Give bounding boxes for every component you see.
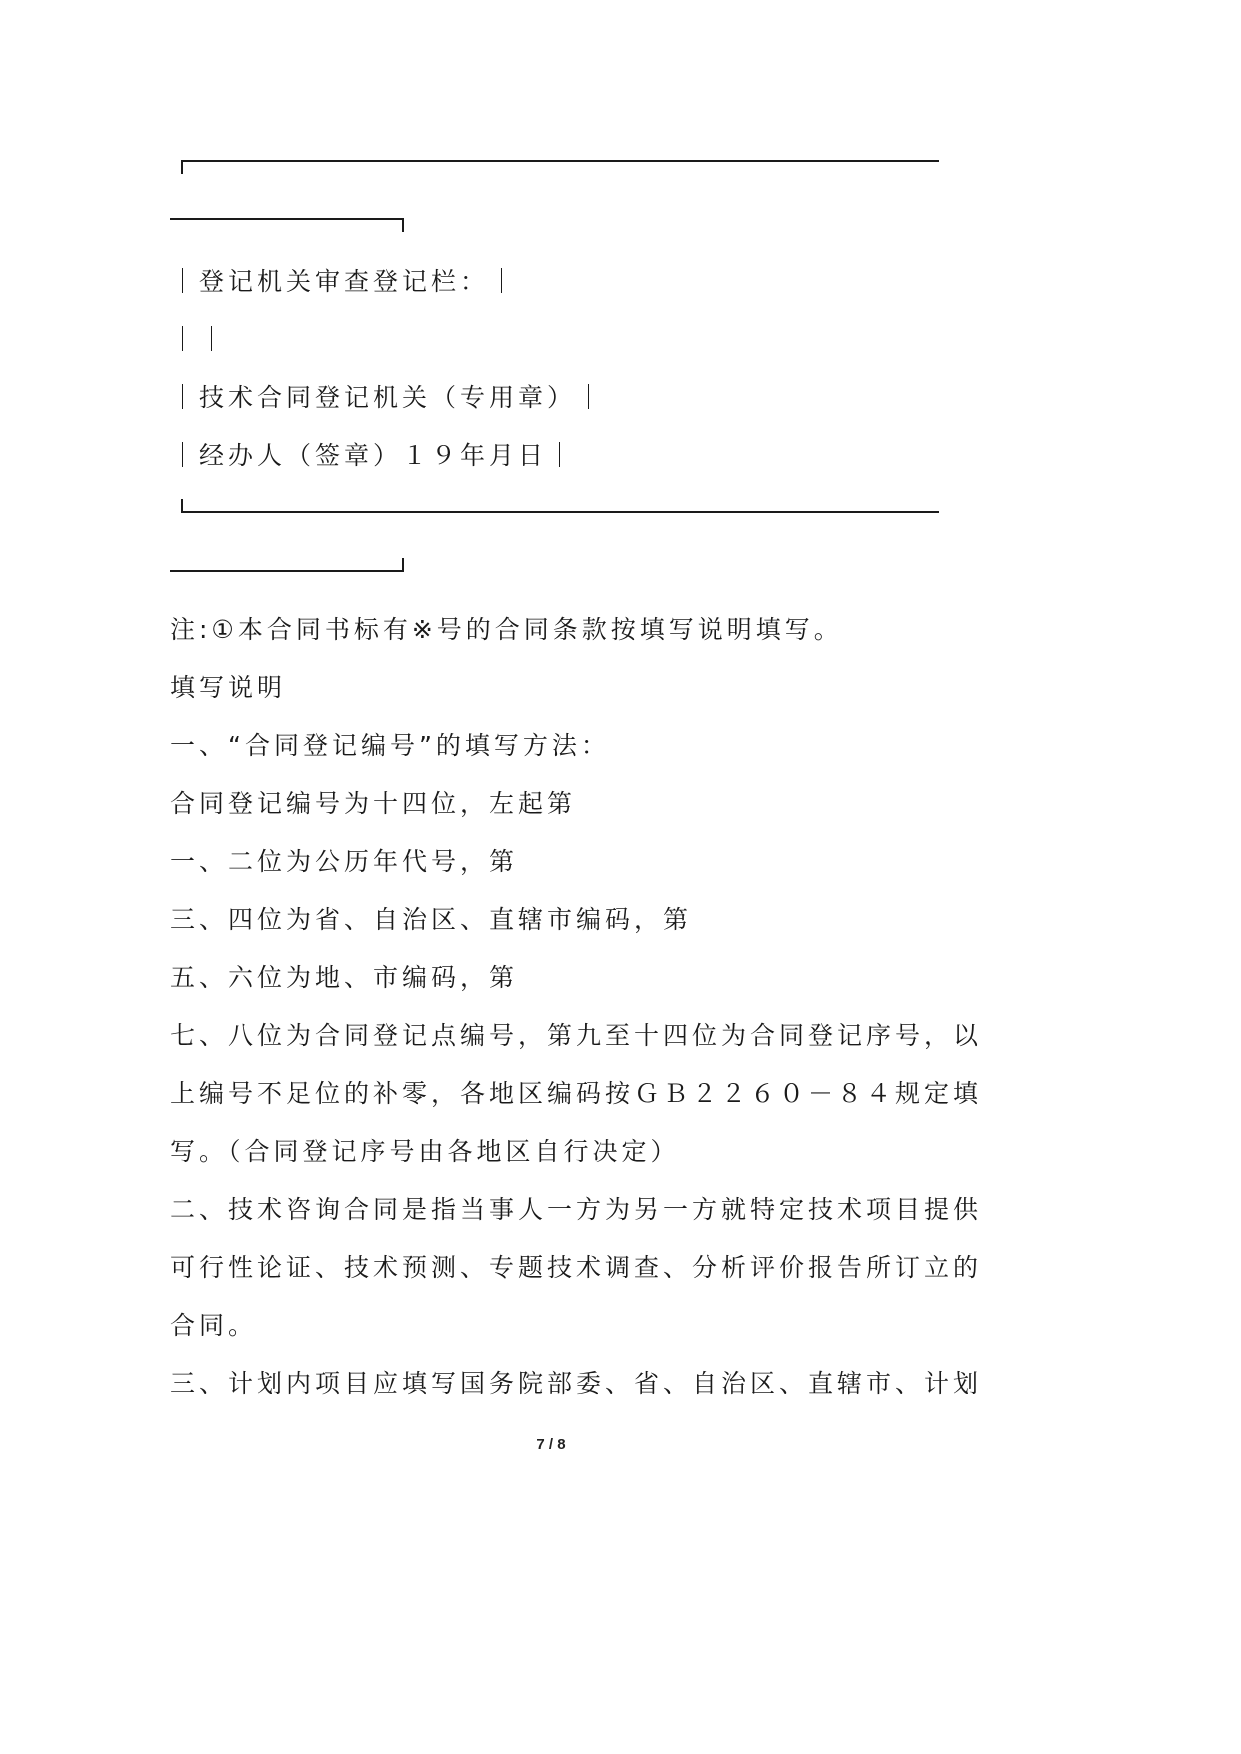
body-line: 一、二位为公历年代号，第 [170, 847, 519, 876]
box-top-border [181, 160, 939, 162]
box-bottom-border-continued [170, 570, 404, 572]
box-row-review-column: ｜登记机关审查登记栏：｜ [170, 267, 519, 296]
body-line: 合同登记编号为十四位，左起第 [170, 789, 577, 818]
box-bottom-border [181, 511, 939, 513]
note-line: 注:①本合同书标有※号的合同条款按填写说明填写。 [170, 615, 843, 644]
body-line: 合同。 [170, 1311, 258, 1340]
box-top-border-continued [170, 218, 404, 220]
body-line: 七、八位为合同登记点编号，第九至十四位为合同登记序号，以 [170, 1021, 983, 1050]
body-line: 三、四位为省、自治区、直辖市编码，第 [170, 905, 693, 934]
body-line: 写。（合同登记序号由各地区自行决定） [170, 1137, 680, 1166]
box-row-handler-signature: ｜经办人（签章）１９年月日｜ [170, 441, 577, 470]
page-number: 7 / 8 [536, 1436, 566, 1453]
box-row-official-seal: ｜技术合同登记机关（专用章）｜ [170, 383, 606, 412]
section-heading: 填写说明 [170, 673, 287, 702]
body-line: 三、计划内项目应填写国务院部委、省、自治区、直辖市、计划 [170, 1369, 983, 1398]
box-bottom-right-corner [402, 558, 404, 572]
box-top-left-corner [181, 160, 183, 174]
box-row-empty: ｜｜ [170, 325, 229, 354]
body-line: 一、“合同登记编号”的填写方法： [170, 731, 610, 760]
box-top-right-corner [402, 218, 404, 232]
body-line: 上编号不足位的补零，各地区编码按ＧＢ２２６０－８４规定填 [170, 1079, 983, 1108]
body-line: 二、技术咨询合同是指当事人一方为另一方就特定技术项目提供 [170, 1195, 983, 1224]
body-line: 可行性论证、技术预测、专题技术调查、分析评价报告所订立的 [170, 1253, 983, 1282]
body-line: 五、六位为地、市编码，第 [170, 963, 519, 992]
